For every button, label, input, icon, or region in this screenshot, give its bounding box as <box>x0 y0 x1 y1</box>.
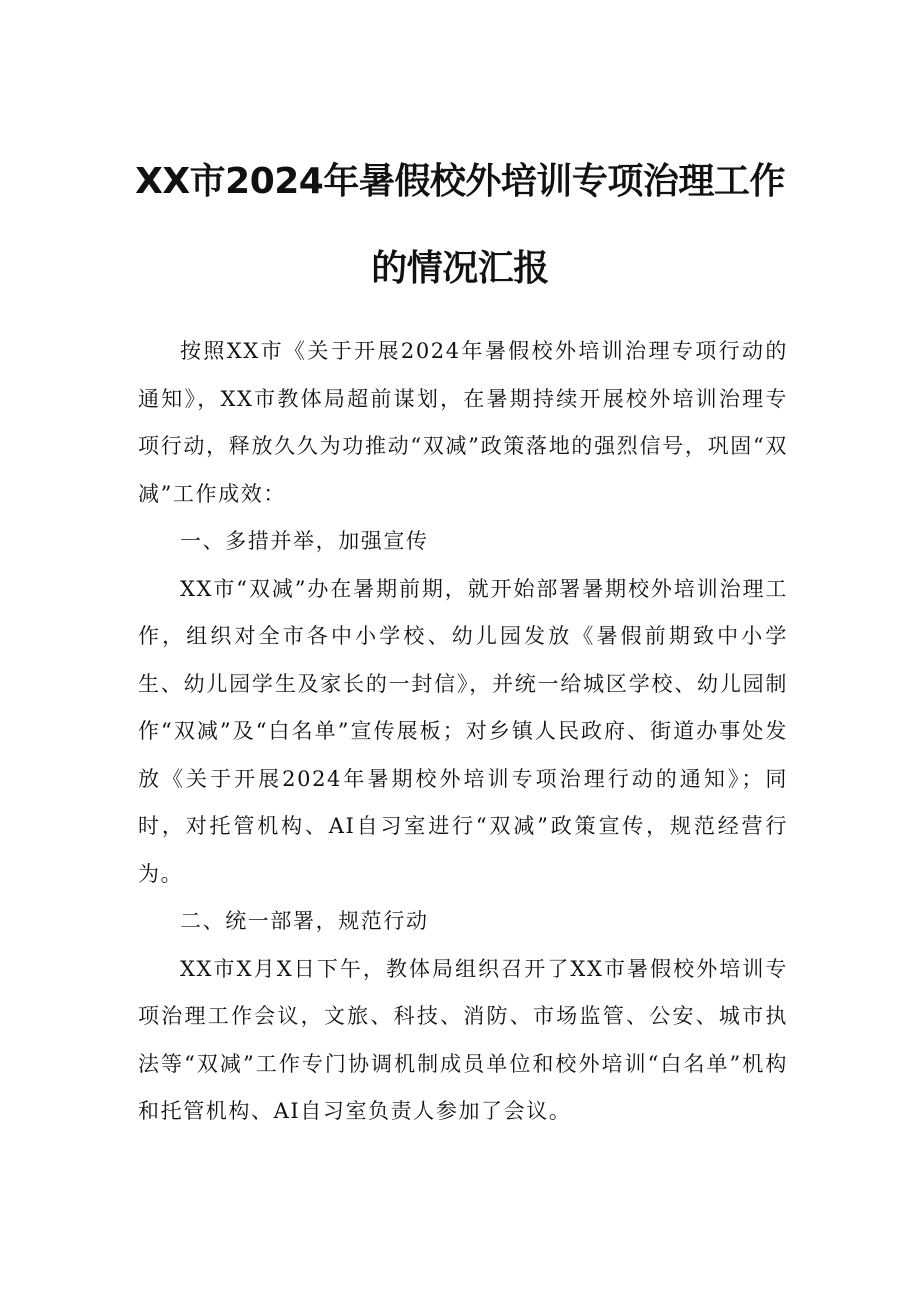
section-2-paragraph: XX市X月X日下午，教体局组织召开了XX市暑假校外培训专项治理工作会议，文旅、科技、消防、市场监管、公安、城市执法等“双减”工作专门协调机制成员单位和校外培训“白名单”机构和托管机构、AI自习室负责人参加了会议。 <box>138 956 788 1123</box>
document-title-line-2: 的情况汇报 <box>371 248 549 289</box>
section-1-paragraph: XX市“双减”办在暑期前期，就开始部署暑期校外培训治理工作，组织对全市各中小学校、幼儿园发放《暑假前期致中小学生、幼儿园学生及家长的一封信》，并统一给城区学校、幼儿园制作“双减”及“白名单”宣传展板；对乡镇人民政府、街道办事处发放《关于开展2024年暑期校外培训专项治理行动的通知》；同时，对托管机构、AI自习室进行“双减”政策宣传，规范经营行为。 <box>138 576 788 886</box>
document-body <box>138 328 788 1136</box>
document-title-line-1: XX市2024年暑假校外培训专项治理工作 <box>135 161 785 202</box>
section-heading-2: 二、统一部署，规范行动 <box>180 909 429 933</box>
section-heading-1: 一、多措并举，加强宣传 <box>180 529 429 553</box>
intro-paragraph: 按照XX市《关于开展2024年暑假校外培训治理专项行动的通知》，XX市教体局超前谋划，在暑期持续开展校外培训治理专项行动，释放久久为功推动“双减”政策落地的强烈信号，巩固“双减”工作成效： <box>138 339 788 506</box>
